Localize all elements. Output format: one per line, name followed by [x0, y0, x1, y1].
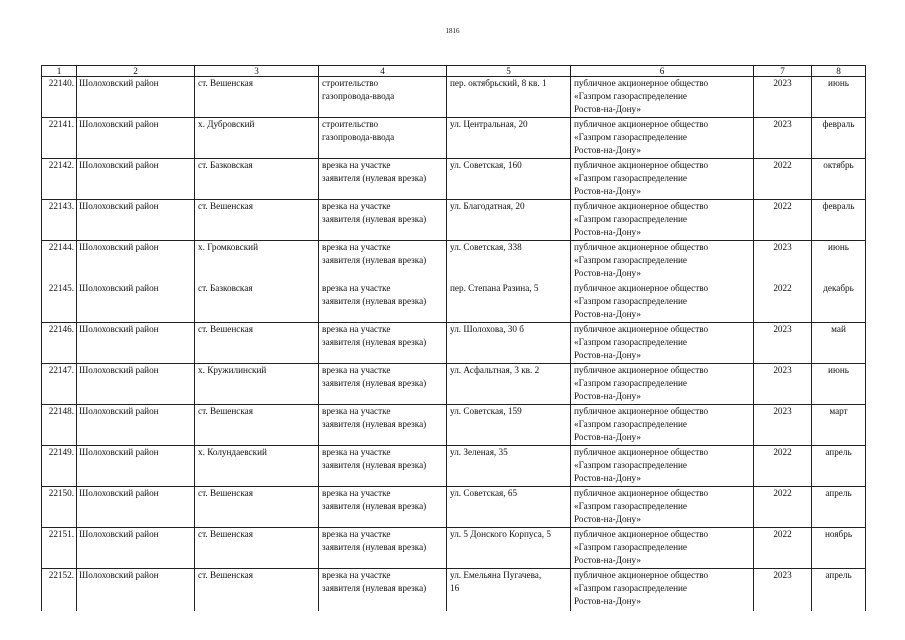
table-row [42, 241, 866, 282]
district-cell: Шолоховский район [77, 569, 195, 611]
table-row [42, 405, 866, 446]
year-cell: 2023 [754, 77, 812, 118]
work-type-cell-line: заявителя (нулевая врезка) [322, 583, 427, 593]
organization-cell [571, 118, 754, 159]
organization-cell [571, 446, 754, 487]
work-type-cell [319, 569, 447, 611]
page-number: 1816 [445, 27, 460, 35]
month-cell: май [812, 323, 866, 364]
work-type-cell [319, 241, 447, 282]
organization-cell [571, 528, 754, 569]
year-cell: 2022 [754, 282, 812, 323]
month-cell: апрель [812, 446, 866, 487]
work-type-cell-line: заявителя (нулевая врезка) [322, 501, 427, 511]
address-cell [447, 77, 571, 118]
organization-cell-line: «Газпром газораспределение [574, 501, 687, 511]
work-type-cell [319, 77, 447, 118]
address-cell-line: ул. Асфальтная, 3 кв. 2 [450, 365, 540, 375]
gas-connection-table [41, 65, 866, 611]
column-header-2: 2 [77, 66, 195, 77]
district-cell: Шолоховский район [77, 282, 195, 323]
year-cell: 2022 [754, 446, 812, 487]
work-type-cell [319, 364, 447, 405]
address-cell [447, 282, 571, 323]
organization-cell-line: Ростов-на-Дону» [574, 186, 641, 196]
district-cell: Шолоховский район [77, 446, 195, 487]
district-cell: Шолоховский район [77, 364, 195, 405]
table-row [42, 159, 866, 200]
row-number: 22151. [42, 528, 77, 569]
address-cell-line: ул. Советская, 338 [450, 242, 522, 252]
year-cell: 2023 [754, 569, 812, 611]
organization-cell-line: «Газпром газораспределение [574, 91, 687, 101]
district-cell: Шолоховский район [77, 200, 195, 241]
settlement-cell: ст. Вешенская [195, 528, 319, 569]
district-cell: Шолоховский район [77, 487, 195, 528]
column-number-row [42, 66, 866, 77]
work-type-cell-line: врезка на участке [322, 365, 391, 375]
organization-cell-line: публичное акционерное общество [574, 78, 709, 88]
column-header-8: 8 [812, 66, 866, 77]
year-cell: 2022 [754, 159, 812, 200]
table-header [42, 66, 866, 77]
organization-cell [571, 569, 754, 611]
organization-cell-line: публичное акционерное общество [574, 282, 709, 293]
district-cell: Шолоховский район [77, 405, 195, 446]
column-header-5: 5 [447, 66, 571, 77]
table-row [42, 569, 866, 611]
organization-cell-line: Ростов-на-Дону» [574, 227, 641, 237]
settlement-cell: ст. Базковская [195, 159, 319, 200]
address-cell [447, 323, 571, 364]
work-type-cell [319, 118, 447, 159]
address-cell-line: ул. Советская, 65 [450, 488, 518, 498]
column-header-4: 4 [319, 66, 447, 77]
address-cell [447, 405, 571, 446]
year-cell: 2023 [754, 323, 812, 364]
organization-cell-line: «Газпром газораспределение [574, 214, 687, 224]
address-cell-line: ул. Емельяна Пугачева, [450, 570, 542, 580]
settlement-cell: ст. Вешенская [195, 405, 319, 446]
organization-cell [571, 364, 754, 405]
organization-cell-line: публичное акционерное общество [574, 529, 709, 539]
address-cell [447, 200, 571, 241]
work-type-cell-line: заявителя (нулевая врезка) [322, 419, 427, 429]
work-type-cell-line: врезка на участке [322, 242, 391, 252]
month-cell: июнь [812, 364, 866, 405]
work-type-cell-line: врезка на участке [322, 160, 391, 170]
month-cell: июнь [812, 77, 866, 118]
row-number: 22144. [42, 241, 77, 282]
settlement-cell: х. Дубровский [195, 118, 319, 159]
row-number: 22147. [42, 364, 77, 405]
address-cell-line: 16 [450, 583, 460, 593]
organization-cell [571, 282, 754, 323]
settlement-cell: ст. Вешенская [195, 487, 319, 528]
organization-cell [571, 159, 754, 200]
work-type-cell-line: газопровода-ввода [322, 132, 395, 142]
work-type-cell-line: заявителя (нулевая врезка) [322, 460, 427, 470]
settlement-cell: ст. Вешенская [195, 569, 319, 611]
month-cell: февраль [812, 200, 866, 241]
work-type-cell [319, 446, 447, 487]
address-cell-line: пер. Степана Разина, 5 [450, 282, 539, 293]
organization-cell-line: публичное акционерное общество [574, 242, 709, 252]
table-row [42, 364, 866, 405]
district-cell: Шолоховский район [77, 528, 195, 569]
table-row [42, 118, 866, 159]
row-number: 22149. [42, 446, 77, 487]
settlement-cell: ст. Вешенская [195, 200, 319, 241]
organization-cell-line: Ростов-на-Дону» [574, 514, 641, 524]
address-cell [447, 446, 571, 487]
organization-cell-line: Ростов-на-Дону» [574, 308, 641, 319]
address-cell [447, 118, 571, 159]
work-type-cell [319, 528, 447, 569]
table-body [42, 77, 866, 611]
settlement-cell: ст. Вешенская [195, 77, 319, 118]
organization-cell-line: «Газпром газораспределение [574, 460, 687, 470]
settlement-cell: х. Кружилинский [195, 364, 319, 405]
organization-cell-line: «Газпром газораспределение [574, 542, 687, 552]
work-type-cell-line: врезка на участке [322, 570, 391, 580]
year-cell: 2022 [754, 528, 812, 569]
work-type-cell-line: врезка на участке [322, 529, 391, 539]
organization-cell-line: «Газпром газораспределение [574, 173, 687, 183]
organization-cell-line: публичное акционерное общество [574, 119, 709, 129]
work-type-cell-line: врезка на участке [322, 201, 391, 211]
organization-cell-line: Ростов-на-Дону» [574, 473, 641, 483]
organization-cell [571, 323, 754, 364]
address-cell-line: ул. Шолохова, 30 б [450, 324, 524, 334]
work-type-cell-line: заявителя (нулевая врезка) [322, 378, 427, 388]
table-row [42, 282, 866, 323]
work-type-cell [319, 487, 447, 528]
address-cell-line: ул. Благодатная, 20 [450, 201, 525, 211]
address-cell [447, 528, 571, 569]
work-type-cell-line: врезка на участке [322, 488, 391, 498]
address-cell-line: ул. Советская, 160 [450, 160, 522, 170]
settlement-cell: х. Колундаевский [195, 446, 319, 487]
work-type-cell [319, 405, 447, 446]
organization-cell-line: публичное акционерное общество [574, 160, 709, 170]
work-type-cell-line: врезка на участке [322, 406, 391, 416]
work-type-cell-line: заявителя (нулевая врезка) [322, 337, 427, 347]
settlement-cell: х. Громковский [195, 241, 319, 282]
work-type-cell-line: строительство [322, 119, 379, 129]
month-cell: декабрь [812, 282, 866, 323]
month-cell: ноябрь [812, 528, 866, 569]
organization-cell-line: публичное акционерное общество [574, 406, 709, 416]
organization-cell-line: публичное акционерное общество [574, 365, 709, 375]
organization-cell-line: Ростов-на-Дону» [574, 268, 641, 278]
organization-cell-line: Ростов-на-Дону» [574, 145, 641, 155]
organization-cell-line: «Газпром газораспределение [574, 255, 687, 265]
year-cell: 2023 [754, 364, 812, 405]
organization-cell [571, 77, 754, 118]
table-row [42, 446, 866, 487]
organization-cell-line: Ростов-на-Дону» [574, 432, 641, 442]
work-type-cell-line: строительство [322, 78, 379, 88]
year-cell: 2023 [754, 241, 812, 282]
month-cell: февраль [812, 118, 866, 159]
work-type-cell [319, 323, 447, 364]
table-row [42, 487, 866, 528]
row-number: 22150. [42, 487, 77, 528]
month-cell: апрель [812, 487, 866, 528]
address-cell-line: ул. 5 Донского Корпуса, 5 [450, 529, 551, 539]
work-type-cell [319, 282, 447, 323]
row-number: 22143. [42, 200, 77, 241]
district-cell: Шолоховский район [77, 77, 195, 118]
address-cell [447, 569, 571, 611]
year-cell: 2023 [754, 405, 812, 446]
month-cell: октябрь [812, 159, 866, 200]
organization-cell-line: «Газпром газораспределение [574, 583, 687, 593]
organization-cell [571, 241, 754, 282]
work-type-cell-line: заявителя (нулевая врезка) [322, 542, 427, 552]
work-type-cell-line: врезка на участке [322, 447, 391, 457]
organization-cell [571, 405, 754, 446]
month-cell: апрель [812, 569, 866, 611]
work-type-cell-line: заявителя (нулевая врезка) [322, 214, 427, 224]
month-cell: март [812, 405, 866, 446]
district-cell: Шолоховский район [77, 241, 195, 282]
organization-cell-line: Ростов-на-Дону» [574, 104, 641, 114]
work-type-cell-line: заявителя (нулевая врезка) [322, 295, 427, 306]
work-type-cell-line: заявителя (нулевая врезка) [322, 255, 427, 265]
organization-cell-line: публичное акционерное общество [574, 488, 709, 498]
organization-cell-line: «Газпром газораспределение [574, 419, 687, 429]
row-number: 22145. [42, 282, 77, 323]
row-number: 22142. [42, 159, 77, 200]
row-number: 22148. [42, 405, 77, 446]
work-type-cell-line: заявителя (нулевая врезка) [322, 173, 427, 183]
table-row [42, 200, 866, 241]
organization-cell-line: «Газпром газораспределение [574, 337, 687, 347]
row-number: 22141. [42, 118, 77, 159]
gas-connection-table-container [41, 65, 865, 611]
district-cell: Шолоховский район [77, 159, 195, 200]
organization-cell [571, 487, 754, 528]
month-cell: июнь [812, 241, 866, 282]
row-number: 22152. [42, 569, 77, 611]
work-type-cell-line: врезка на участке [322, 282, 391, 293]
row-number: 22146. [42, 323, 77, 364]
column-header-6: 6 [571, 66, 754, 77]
address-cell-line: пер. октябрьский, 8 кв. 1 [450, 78, 547, 88]
year-cell: 2022 [754, 200, 812, 241]
work-type-cell [319, 159, 447, 200]
organization-cell [571, 200, 754, 241]
address-cell-line: ул. Советская, 159 [450, 406, 522, 416]
work-type-cell [319, 200, 447, 241]
year-cell: 2023 [754, 118, 812, 159]
address-cell-line: ул. Зеленая, 35 [450, 447, 508, 457]
table-row [42, 77, 866, 118]
organization-cell-line: Ростов-на-Дону» [574, 555, 641, 565]
column-header-3: 3 [195, 66, 319, 77]
organization-cell-line: Ростов-на-Дону» [574, 350, 641, 360]
district-cell: Шолоховский район [77, 323, 195, 364]
organization-cell-line: «Газпром газораспределение [574, 295, 687, 306]
organization-cell-line: «Газпром газораспределение [574, 378, 687, 388]
address-cell [447, 364, 571, 405]
settlement-cell: ст. Вешенская [195, 323, 319, 364]
table-row [42, 528, 866, 569]
organization-cell-line: Ростов-на-Дону» [574, 391, 641, 401]
table-row [42, 323, 866, 364]
work-type-cell-line: врезка на участке [322, 324, 391, 334]
organization-cell-line: публичное акционерное общество [574, 447, 709, 457]
district-cell: Шолоховский район [77, 118, 195, 159]
column-header-7: 7 [754, 66, 812, 77]
column-header-1: 1 [42, 66, 77, 77]
row-number: 22140. [42, 77, 77, 118]
organization-cell-line: «Газпром газораспределение [574, 132, 687, 142]
settlement-cell: ст. Базковская [195, 282, 319, 323]
work-type-cell-line: газопровода-ввода [322, 91, 395, 101]
address-cell-line: ул. Центральная, 20 [450, 119, 528, 129]
organization-cell-line: публичное акционерное общество [574, 570, 709, 580]
address-cell [447, 159, 571, 200]
year-cell: 2022 [754, 487, 812, 528]
organization-cell-line: публичное акционерное общество [574, 324, 709, 334]
organization-cell-line: Ростов-на-Дону» [574, 596, 641, 606]
address-cell [447, 241, 571, 282]
organization-cell-line: публичное акционерное общество [574, 201, 709, 211]
address-cell [447, 487, 571, 528]
